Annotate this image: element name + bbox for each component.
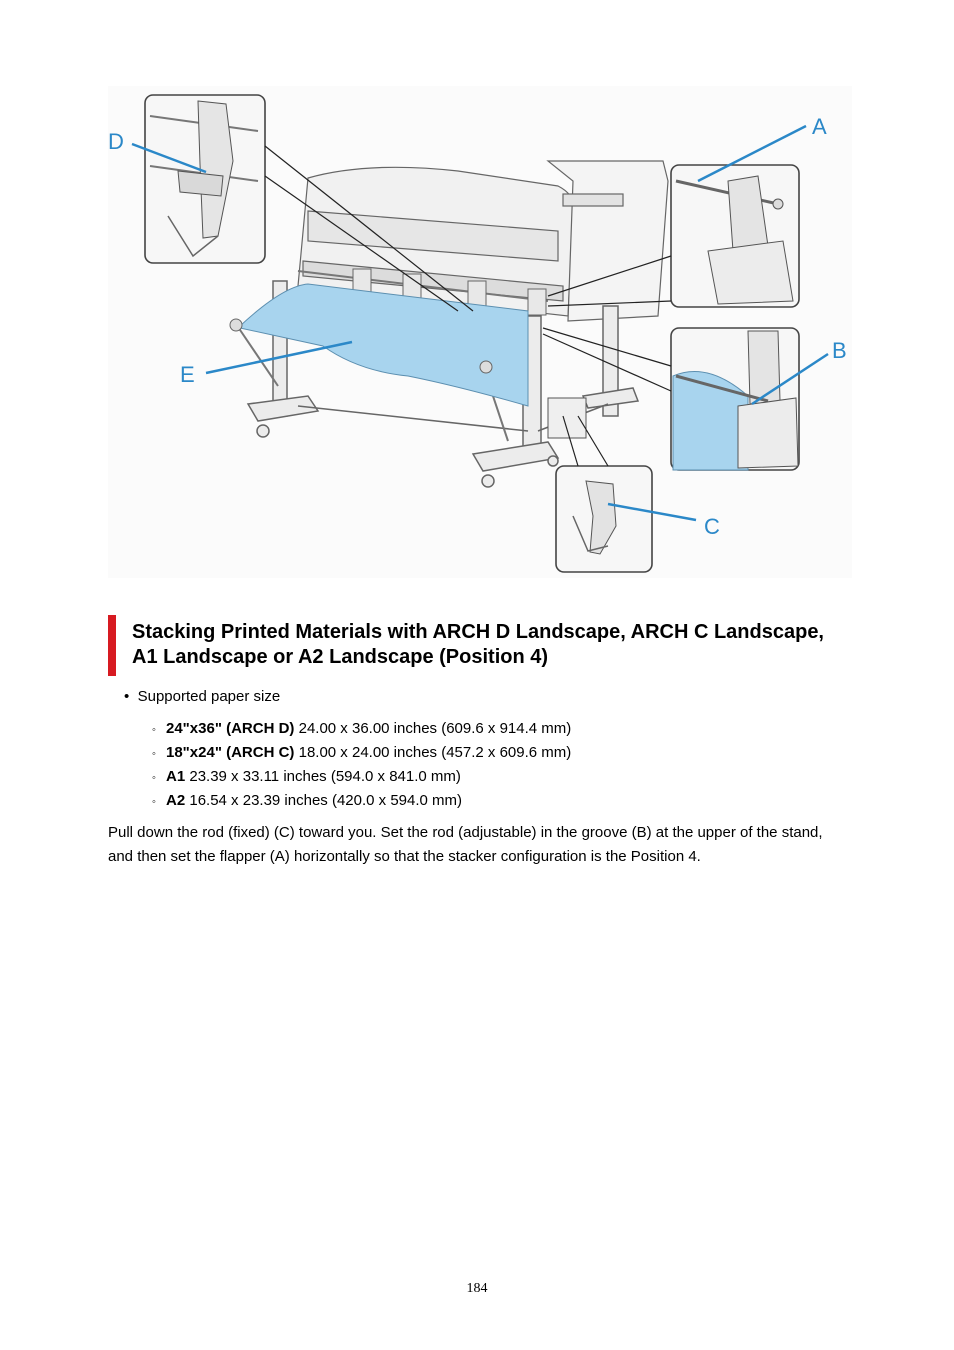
callout-label-d: D [108, 129, 124, 154]
rod-end-right [480, 361, 492, 373]
paper-size-dimensions: 24.00 x 36.00 inches (609.6 x 914.4 mm) [294, 720, 572, 737]
rod-end-left [230, 319, 242, 331]
paper-size-name: A2 [166, 792, 186, 809]
stacker-diagram-svg [108, 86, 852, 578]
paper-size-dimensions: 18.00 x 24.00 inches (457.2 x 609.6 mm) [294, 744, 572, 761]
heading-accent-bar [108, 615, 116, 676]
paper-size-item [152, 768, 571, 792]
paper-size-name: 24"x36" (ARCH D) [166, 720, 295, 737]
sub-bullet-marker: ◦ [152, 724, 156, 736]
paper-size-item [152, 792, 571, 816]
detail-inset-d [145, 95, 265, 263]
paper-size-item [152, 744, 571, 768]
detail-inset-c [556, 466, 652, 572]
callout-label-c: C [704, 514, 720, 539]
callout-label-b: B [832, 338, 847, 363]
sub-bullet-marker: ◦ [152, 748, 156, 760]
sub-bullet-marker: ◦ [152, 772, 156, 784]
paper-size-list [152, 720, 571, 816]
paper-size-dimensions: 23.39 x 33.11 inches (594.0 x 841.0 mm) [185, 768, 461, 785]
paper-size-name: 18"x24" (ARCH C) [166, 744, 295, 761]
stacker-holder [548, 398, 586, 438]
instruction-paragraph: Pull down the rod (fixed) (C) toward you. Set the rod (adjustable) in the groove (B) at the upper of the stand, and then set the flapper (A) horizontally so that the stacker configuration is the Position 4. [108, 824, 823, 865]
callout-label-e: E [180, 362, 195, 387]
page-number: 184 [466, 1281, 488, 1296]
paper-size-name: A1 [166, 768, 186, 785]
bullet-marker: • [124, 688, 130, 705]
supported-paper-size-item [124, 688, 280, 706]
callout-label-a: A [812, 114, 827, 139]
paper-size-item [152, 720, 571, 744]
sub-bullet-marker: ◦ [152, 796, 156, 808]
printer-stacker-illustration [108, 86, 852, 578]
detail-inset-a [671, 165, 799, 307]
section-heading: Stacking Printed Materials with ARCH D Landscape, ARCH C Landscape, A1 Landscape or A2 Landscape (Position 4) [132, 621, 824, 668]
supported-paper-size-label: Supported paper size [137, 688, 281, 705]
detail-inset-b [671, 328, 799, 470]
paper-size-dimensions: 16.54 x 23.39 inches (420.0 x 594.0 mm) [185, 792, 463, 809]
